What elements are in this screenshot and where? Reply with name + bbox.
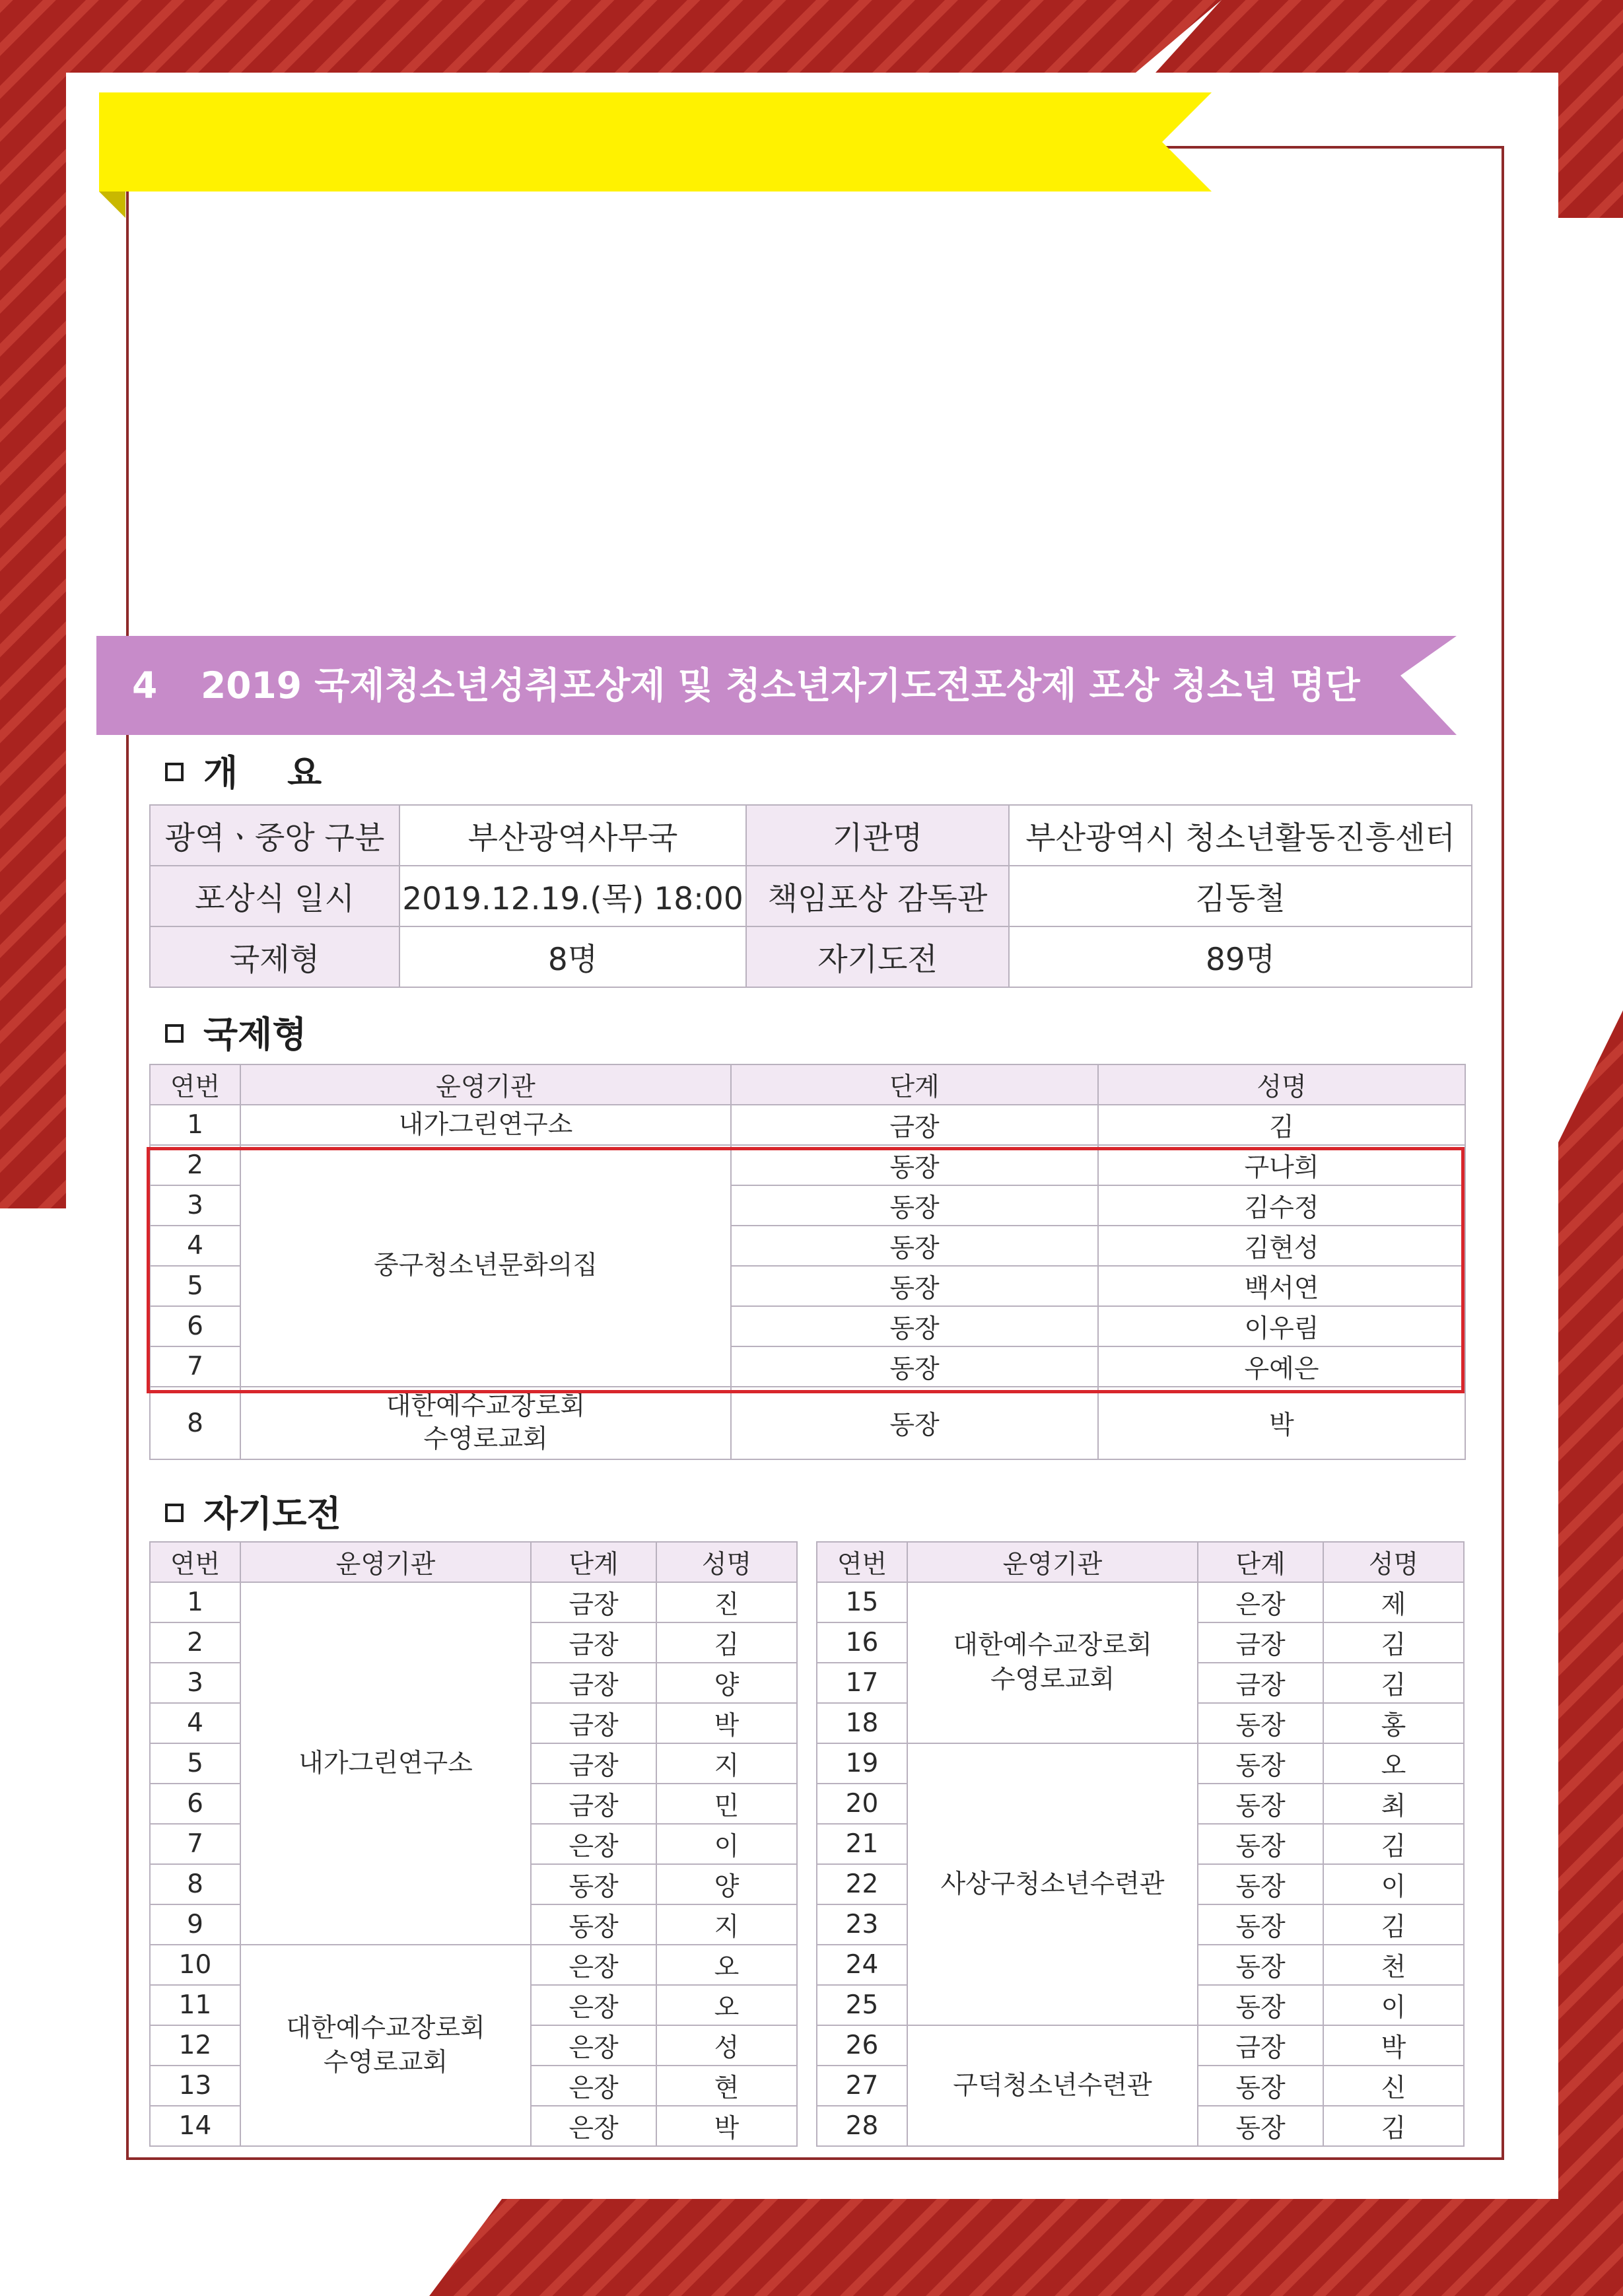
- overview-label: 포상식 일시: [150, 866, 399, 926]
- person-name: 오: [1323, 1743, 1464, 1784]
- column-header: 성명: [1098, 1064, 1465, 1105]
- row-number: 8: [150, 1387, 240, 1459]
- row-number: 7: [150, 1824, 240, 1864]
- row-number: 6: [150, 1306, 240, 1346]
- award-level: 은장: [531, 1945, 656, 1985]
- award-level: 동장: [1198, 1824, 1323, 1864]
- overview-row: [150, 926, 1472, 987]
- person-name: 양: [656, 1864, 797, 1904]
- section-title-text: 2019 국제청소년성취포상제 및 청소년자기도전포상제 포상 청소년 명단: [201, 664, 1360, 707]
- person-name: 김: [1323, 1622, 1464, 1663]
- column-header: 단계: [1198, 1542, 1323, 1582]
- operating-org: 구덕청소년수련관: [907, 2025, 1198, 2146]
- award-level: 동장: [731, 1346, 1098, 1387]
- table-row: [150, 1105, 1465, 1145]
- person-name: 제: [1323, 1582, 1464, 1622]
- operating-org: 중구청소년문화의집: [240, 1145, 731, 1387]
- row-number: 25: [817, 1985, 907, 2025]
- person-name: 진: [656, 1582, 797, 1622]
- overview-value: 8명: [399, 926, 746, 987]
- person-name: 이: [1323, 1985, 1464, 2025]
- person-name: 김: [1098, 1105, 1465, 1145]
- row-number: 4: [150, 1226, 240, 1266]
- person-name: 김: [1323, 1824, 1464, 1864]
- overview-value: 부산광역시 청소년활동진흥센터: [1009, 805, 1472, 866]
- person-name: 김: [1323, 1663, 1464, 1703]
- row-number: 27: [817, 2066, 907, 2106]
- award-level: 동장: [731, 1387, 1098, 1459]
- row-number: 11: [150, 1985, 240, 2025]
- operating-org: 사상구청소년수련관: [907, 1743, 1198, 2025]
- table-row: [150, 1582, 797, 1622]
- person-name: 우예은: [1098, 1346, 1465, 1387]
- award-level: 동장: [1198, 1703, 1323, 1743]
- row-number: 1: [150, 1582, 240, 1622]
- row-number: 5: [150, 1743, 240, 1784]
- highlight-box: [147, 1147, 1465, 1393]
- award-level: 동장: [531, 1904, 656, 1945]
- row-number: 21: [817, 1824, 907, 1864]
- self-challenge-right-body: [817, 1542, 1464, 2146]
- person-name: 홍: [1323, 1703, 1464, 1743]
- award-level: 동장: [1198, 1904, 1323, 1945]
- operating-org: 내가그린연구소: [240, 1582, 531, 1945]
- person-name: 박: [656, 2106, 797, 2146]
- table-row: [817, 1582, 1464, 1622]
- row-number: 6: [150, 1784, 240, 1824]
- row-number: 2: [150, 1145, 240, 1185]
- person-name: 최: [1323, 1784, 1464, 1824]
- person-name: 백서연: [1098, 1266, 1465, 1306]
- row-number: 5: [150, 1266, 240, 1306]
- row-number: 4: [150, 1703, 240, 1743]
- table-row: [150, 1945, 797, 1985]
- overview-table: [149, 804, 1472, 988]
- person-name: 김수정: [1098, 1185, 1465, 1226]
- person-name: 민: [656, 1784, 797, 1824]
- overview-label: 국제형: [150, 926, 399, 987]
- overview-label: 광역ㆍ중앙 구분: [150, 805, 399, 866]
- award-level: 동장: [731, 1266, 1098, 1306]
- award-level: 금장: [531, 1622, 656, 1663]
- overview-value: 89명: [1009, 926, 1472, 987]
- self-challenge-left-body: [150, 1542, 797, 2146]
- column-header: 단계: [731, 1064, 1098, 1105]
- row-number: 8: [150, 1864, 240, 1904]
- self-challenge-table-left: [149, 1541, 798, 2147]
- column-header: 연번: [817, 1542, 907, 1582]
- header-row: [150, 1542, 797, 1582]
- column-header: 연번: [150, 1064, 240, 1105]
- award-level: 동장: [1198, 1985, 1323, 2025]
- award-level: 금장: [531, 1703, 656, 1743]
- person-name: 김: [1323, 1904, 1464, 1945]
- operating-org: 대한예수교장로회 수영로교회: [240, 1387, 731, 1459]
- award-level: 금장: [531, 1582, 656, 1622]
- person-name: 양: [656, 1663, 797, 1703]
- award-level: 동장: [1198, 2066, 1323, 2106]
- person-name: 천: [1323, 1945, 1464, 1985]
- operating-org: 대한예수교장로회 수영로교회: [240, 1945, 531, 2146]
- overview-heading: 개 요: [165, 745, 340, 796]
- row-number: 18: [817, 1703, 907, 1743]
- person-name: 오: [656, 1985, 797, 2025]
- award-level: 동장: [1198, 1784, 1323, 1824]
- overview-body: [150, 805, 1472, 987]
- row-number: 7: [150, 1346, 240, 1387]
- person-name: 오: [656, 1945, 797, 1985]
- header-row: [817, 1542, 1464, 1582]
- person-name: 박: [1098, 1387, 1465, 1459]
- award-level: 동장: [531, 1864, 656, 1904]
- row-number: 24: [817, 1945, 907, 1985]
- award-level: 금장: [1198, 2025, 1323, 2066]
- overview-value: 부산광역사무국: [399, 805, 746, 866]
- award-level: 동장: [1198, 1864, 1323, 1904]
- person-name: 지: [656, 1743, 797, 1784]
- row-number: 1: [150, 1105, 240, 1145]
- row-number: 2: [150, 1622, 240, 1663]
- award-level: 동장: [1198, 1743, 1323, 1784]
- award-level: 동장: [1198, 2106, 1323, 2146]
- person-name: 신: [1323, 2066, 1464, 2106]
- overview-value: 김동철: [1009, 866, 1472, 926]
- row-number: 19: [817, 1743, 907, 1784]
- row-number: 22: [817, 1864, 907, 1904]
- person-name: 지: [656, 1904, 797, 1945]
- overview-row: [150, 805, 1472, 866]
- row-number: 13: [150, 2066, 240, 2106]
- row-number: 9: [150, 1904, 240, 1945]
- award-level: 동장: [731, 1226, 1098, 1266]
- award-level: 은장: [531, 1824, 656, 1864]
- row-number: 26: [817, 2025, 907, 2066]
- award-level: 동장: [1198, 1945, 1323, 1985]
- checkbox-square-icon: [165, 763, 184, 781]
- award-level: 금장: [531, 1743, 656, 1784]
- checkbox-square-icon: [165, 1504, 184, 1522]
- overview-row: [150, 866, 1472, 926]
- person-name: 김: [656, 1622, 797, 1663]
- award-level: 금장: [731, 1105, 1098, 1145]
- person-name: 이우림: [1098, 1306, 1465, 1346]
- table-row: [150, 1387, 1465, 1459]
- operating-org: 내가그린연구소: [240, 1105, 731, 1145]
- award-level: 은장: [531, 2025, 656, 2066]
- column-header: 운영기관: [907, 1542, 1198, 1582]
- award-level: 은장: [531, 1985, 656, 2025]
- person-name: 박: [656, 1703, 797, 1743]
- award-level: 은장: [531, 2106, 656, 2146]
- row-number: 15: [817, 1582, 907, 1622]
- column-header: 성명: [1323, 1542, 1464, 1582]
- column-header: 성명: [656, 1542, 797, 1582]
- award-level: 은장: [1198, 1582, 1323, 1622]
- award-level: 동장: [731, 1185, 1098, 1226]
- person-name: 김: [1323, 2106, 1464, 2146]
- self-challenge-table-right: [816, 1541, 1465, 2147]
- row-number: 10: [150, 1945, 240, 1985]
- column-header: 단계: [531, 1542, 656, 1582]
- row-number: 16: [817, 1622, 907, 1663]
- person-name: 박: [1323, 2025, 1464, 2066]
- award-level: 동장: [731, 1145, 1098, 1185]
- person-name: 이: [1323, 1864, 1464, 1904]
- row-number: 20: [817, 1784, 907, 1824]
- award-level: 금장: [1198, 1622, 1323, 1663]
- row-number: 23: [817, 1904, 907, 1945]
- international-heading: 국제형: [165, 1006, 307, 1057]
- award-level: 동장: [731, 1306, 1098, 1346]
- yellow-title-ribbon: [99, 92, 1222, 218]
- self-challenge-heading: 자기도전: [165, 1486, 341, 1537]
- section-title: [132, 658, 1360, 713]
- row-number: 12: [150, 2025, 240, 2066]
- person-name: 현: [656, 2066, 797, 2106]
- row-number: 14: [150, 2106, 240, 2146]
- right-red-panel: [1558, 1010, 1623, 2296]
- column-header: 운영기관: [240, 1542, 531, 1582]
- person-name: 김현성: [1098, 1226, 1465, 1266]
- checkbox-square-icon: [165, 1024, 184, 1043]
- person-name: 구나희: [1098, 1145, 1465, 1185]
- award-level: 금장: [1198, 1663, 1323, 1703]
- row-number: 17: [817, 1663, 907, 1703]
- row-number: 28: [817, 2106, 907, 2146]
- table-row: [817, 1743, 1464, 1784]
- table-row: [817, 2025, 1464, 2066]
- award-level: 금장: [531, 1784, 656, 1824]
- row-number: 3: [150, 1663, 240, 1703]
- column-header: 운영기관: [240, 1064, 731, 1105]
- overview-label: 자기도전: [746, 926, 1009, 987]
- operating-org: 대한예수교장로회 수영로교회: [907, 1582, 1198, 1743]
- person-name: 이: [656, 1824, 797, 1864]
- person-name: 성: [656, 2025, 797, 2066]
- header-row: [150, 1064, 1465, 1105]
- overview-label: 기관명: [746, 805, 1009, 866]
- overview-label: 책임포상 감독관: [746, 866, 1009, 926]
- bottom-red-panel: [429, 2199, 1558, 2296]
- column-header: 연번: [150, 1542, 240, 1582]
- award-level: 금장: [531, 1663, 656, 1703]
- section-number: 4: [132, 664, 158, 707]
- row-number: 3: [150, 1185, 240, 1226]
- award-level: 은장: [531, 2066, 656, 2106]
- overview-value: 2019.12.19.(목) 18:00: [399, 866, 746, 926]
